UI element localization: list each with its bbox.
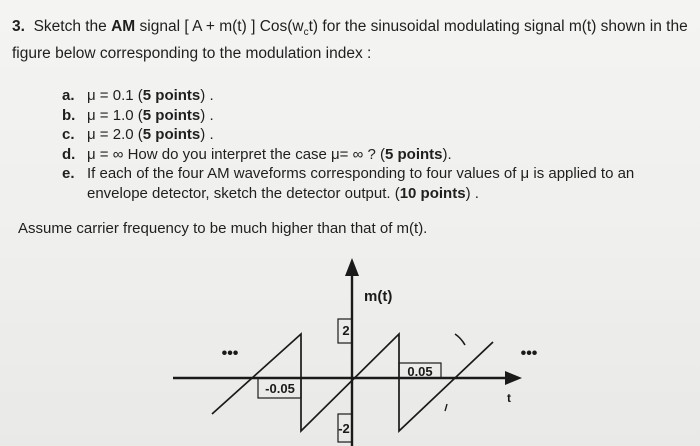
item-suffix: ) . [200,87,214,104]
item-letter: a. [62,87,75,104]
question-text-am: AM [111,18,136,35]
item-points: 5 points [142,106,201,124]
question-text-2: signal [ A + m(t) ] Cos(w [135,18,304,35]
item-prefix: μ = 0.1 ( [87,87,143,104]
item-suffix: ) . [200,126,214,143]
item-suffix: ). [442,145,452,163]
pen-mark [445,404,447,411]
item-points: 10 points [399,184,466,202]
item-suffix: ) . [465,184,479,202]
continuation-dots-left: ••• [221,345,239,362]
item-letter: c. [62,126,75,143]
item-points: 5 points [142,87,201,104]
pen-mark [455,334,465,345]
item-letter: d. [62,145,76,163]
item-prefix: If each of the four AM waveforms corresponding to four values of μ is applied to an envelope detector, sketch the detector output. ( [87,165,635,202]
item-suffix: ) . [200,106,214,124]
item-letter: e. [62,165,75,182]
item-points: 5 points [142,126,201,143]
question-number: 3. [12,18,25,35]
right-tick-label: 0.05 [407,364,433,379]
item-prefix: μ = 1.0 ( [87,106,143,124]
item-prefix: μ = ∞ How do you interpret the case μ= ∞ ? ( [87,145,385,163]
peak-label: 2 [342,323,350,338]
question-line-2: figure below corresponding to the modulation index : [12,45,372,63]
time-axis-label: t [507,391,511,405]
item-prefix: μ = 2.0 ( [87,126,143,143]
question-text-1: Sketch the [33,18,112,35]
trough-label: -2 [338,421,350,436]
left-tick-label: -0.05 [265,381,295,396]
carrier-subscript: c [303,27,309,39]
item-points: 5 points [384,145,443,163]
continuation-dots-right: ••• [520,345,538,362]
item-letter: b. [62,106,76,124]
question-text-3: t) for the sinusoidal modulating signal m(t) shown in the [308,18,688,35]
signal-label: m(t) [364,288,393,305]
time-axis-arrow [505,371,522,385]
vertical-axis-arrow [345,258,359,276]
assumption-note: Assume carrier frequency to be much higher than that of m(t). [18,220,428,237]
